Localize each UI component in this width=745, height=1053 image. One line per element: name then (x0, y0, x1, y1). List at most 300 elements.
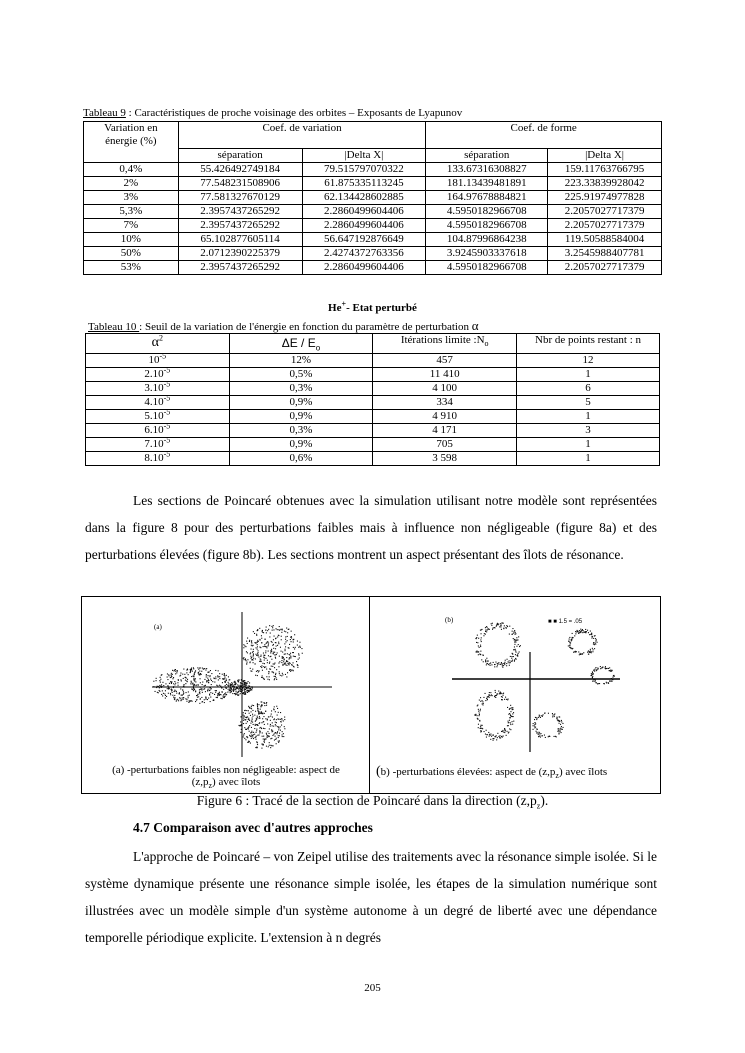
scatter-point (224, 677, 225, 678)
scatter-point (291, 641, 292, 642)
scatter-point (476, 651, 477, 652)
scatter-point (269, 663, 270, 664)
scatter-point (230, 690, 231, 691)
scatter-point (169, 675, 170, 676)
t10-cell-iter: 4 100 (373, 382, 517, 396)
scatter-point (153, 681, 154, 682)
scatter-point (261, 713, 262, 714)
scatter-point (509, 665, 510, 666)
scatter-point (162, 695, 163, 696)
scatter-point (210, 697, 211, 698)
scatter-point (487, 734, 488, 735)
scatter-point (159, 690, 160, 691)
scatter-point (259, 716, 260, 717)
scatter-point (256, 736, 257, 737)
scatter-point (177, 670, 178, 671)
t10-cell-points: 6 (517, 382, 660, 396)
scatter-point (215, 692, 216, 693)
scatter-point (275, 657, 276, 658)
t10-cell-delta: 0,6% (229, 452, 373, 466)
scatter-point (261, 712, 262, 713)
scatter-point (512, 709, 513, 710)
scatter-point (281, 718, 282, 719)
scatter-point (244, 688, 245, 689)
scatter-point (274, 740, 275, 741)
scatter-point (191, 668, 192, 669)
scatter-point (262, 718, 263, 719)
scatter-point (284, 663, 285, 664)
scatter-point (609, 667, 610, 668)
scatter-point (238, 695, 239, 696)
scatter-point (302, 653, 303, 654)
scatter-point (283, 736, 284, 737)
scatter-point (228, 689, 229, 690)
scatter-point (506, 665, 507, 666)
scatter-point (540, 717, 541, 718)
scatter-point (193, 676, 194, 677)
scatter-point (263, 741, 264, 742)
scatter-point (265, 630, 266, 631)
scatter-point (498, 623, 499, 624)
scatter-point (495, 695, 496, 696)
scatter-point (240, 721, 241, 722)
scatter-point (244, 684, 245, 685)
scatter-point (485, 631, 486, 632)
scatter-point (562, 729, 563, 730)
scatter-point (265, 639, 266, 640)
scatter-point (195, 670, 196, 671)
scatter-point (188, 674, 189, 675)
scatter-point (262, 670, 263, 671)
scatter-point (284, 631, 285, 632)
scatter-point (561, 726, 562, 727)
scatter-point (575, 633, 576, 634)
scatter-point (517, 656, 518, 657)
scatter-point (582, 629, 583, 630)
scatter-point (274, 718, 275, 719)
scatter-point (219, 678, 220, 679)
scatter-point (185, 680, 186, 681)
scatter-point (580, 632, 581, 633)
scatter-point (263, 666, 264, 667)
scatter-point (206, 681, 207, 682)
scatter-point (211, 673, 212, 674)
scatter-point (183, 685, 184, 686)
scatter-point (209, 676, 210, 677)
scatter-point (282, 674, 283, 675)
scatter-point (268, 716, 269, 717)
scatter-point (512, 634, 513, 635)
scatter-point (261, 661, 262, 662)
scatter-point (272, 630, 273, 631)
scatter-point (240, 693, 241, 694)
scatter-point (234, 693, 235, 694)
t9-row (84, 191, 662, 205)
scatter-point (261, 655, 262, 656)
scatter-point (261, 744, 262, 745)
scatter-point (256, 647, 257, 648)
scatter-point (289, 644, 290, 645)
scatter-point (273, 734, 274, 735)
scatter-point (174, 697, 175, 698)
scatter-point (218, 670, 219, 671)
scatter-point (514, 639, 515, 640)
scatter-point (160, 682, 161, 683)
scatter-point (515, 641, 516, 642)
scatter-point (184, 674, 185, 675)
scatter-point (489, 736, 490, 737)
scatter-point (258, 657, 259, 658)
scatter-point (193, 685, 194, 686)
scatter-point (596, 682, 597, 683)
t9-row (84, 233, 662, 247)
scatter-point (269, 671, 270, 672)
scatter-point (507, 699, 508, 700)
scatter-point (257, 640, 258, 641)
scatter-point (591, 673, 592, 674)
scatter-point (246, 651, 247, 652)
scatter-point (185, 683, 186, 684)
scatter-point (568, 641, 569, 642)
scatter-point (205, 697, 206, 698)
scatter-point (256, 671, 257, 672)
scatter-point (261, 728, 262, 729)
scatter-point (248, 718, 249, 719)
scatter-point (229, 679, 230, 680)
scatter-point (251, 641, 252, 642)
scatter-point (248, 681, 249, 682)
plot-b-label: (b) (445, 616, 454, 624)
scatter-point (537, 729, 538, 730)
scatter-point (223, 689, 224, 690)
scatter-point (243, 688, 244, 689)
scatter-point (248, 706, 249, 707)
scatter-point (497, 733, 498, 734)
scatter-point (299, 657, 300, 658)
scatter-point (182, 674, 183, 675)
scatter-point (293, 662, 294, 663)
scatter-point (247, 692, 248, 693)
scatter-point (243, 712, 244, 713)
scatter-point (608, 668, 609, 669)
scatter-point (477, 718, 478, 719)
scatter-point (591, 638, 592, 639)
scatter-point (276, 706, 277, 707)
scatter-point (185, 677, 186, 678)
scatter-point (256, 635, 257, 636)
scatter-point (284, 728, 285, 729)
scatter-point (280, 712, 281, 713)
scatter-point (210, 692, 211, 693)
scatter-point (170, 681, 171, 682)
scatter-point (301, 648, 302, 649)
scatter-point (264, 739, 265, 740)
scatter-point (480, 725, 481, 726)
scatter-point (275, 648, 276, 649)
scatter-point (482, 703, 483, 704)
scatter-point (496, 625, 497, 626)
scatter-point (480, 697, 481, 698)
t9-cell-value: 2.2057027717379 (548, 219, 662, 233)
scatter-point (202, 682, 203, 683)
scatter-point (248, 688, 249, 689)
scatter-point (199, 674, 200, 675)
scatter-point (178, 685, 179, 686)
scatter-point (191, 682, 192, 683)
scatter-point (271, 659, 272, 660)
scatter-point (245, 689, 246, 690)
scatter-point (249, 731, 250, 732)
scatter-point (494, 696, 495, 697)
scatter-point (576, 631, 577, 632)
scatter-point (592, 677, 593, 678)
t9-cell-value: 77.548231508906 (178, 177, 302, 191)
t9-cell-variation: 7% (84, 219, 179, 233)
scatter-point (250, 690, 251, 691)
scatter-point (514, 661, 515, 662)
scatter-point (250, 656, 251, 657)
scatter-point (180, 688, 181, 689)
scatter-point (257, 708, 258, 709)
scatter-point (583, 652, 584, 653)
scatter-point (261, 635, 262, 636)
scatter-point (214, 694, 215, 695)
scatter-point (487, 630, 488, 631)
scatter-point (503, 628, 504, 629)
scatter-point (589, 634, 590, 635)
t10-row (86, 368, 660, 382)
scatter-point (580, 654, 581, 655)
scatter-point (282, 734, 283, 735)
scatter-point (280, 719, 281, 720)
scatter-point (592, 648, 593, 649)
scatter-point (282, 652, 283, 653)
scatter-point (238, 685, 239, 686)
scatter-point (183, 678, 184, 679)
scatter-point (506, 663, 507, 664)
scatter-point (510, 705, 511, 706)
scatter-point (540, 737, 541, 738)
t10-row (86, 382, 660, 396)
scatter-point (246, 691, 247, 692)
t9-cell-variation: 0,4% (84, 163, 179, 177)
scatter-point (284, 654, 285, 655)
scatter-point (487, 663, 488, 664)
scatter-point (192, 701, 193, 702)
scatter-point (181, 695, 182, 696)
scatter-point (269, 728, 270, 729)
scatter-point (220, 686, 221, 687)
scatter-point (272, 672, 273, 673)
scatter-point (265, 646, 266, 647)
scatter-point (513, 712, 514, 713)
scatter-point (268, 655, 269, 656)
scatter-point (251, 711, 252, 712)
scatter-point (495, 692, 496, 693)
scatter-point (479, 714, 480, 715)
scatter-point (177, 699, 178, 700)
scatter-point (258, 712, 259, 713)
scatter-point (512, 721, 513, 722)
t9-row (84, 261, 662, 275)
scatter-point (496, 626, 497, 627)
scatter-point (230, 685, 231, 686)
scatter-point (247, 737, 248, 738)
scatter-point (267, 662, 268, 663)
scatter-point (267, 731, 268, 732)
scatter-point (169, 683, 170, 684)
scatter-point (195, 701, 196, 702)
scatter-point (261, 722, 262, 723)
scatter-point (264, 655, 265, 656)
scatter-point (275, 674, 276, 675)
scatter-point (212, 681, 213, 682)
scatter-point (165, 695, 166, 696)
scatter-point (535, 723, 536, 724)
scatter-point (219, 695, 220, 696)
scatter-point (291, 631, 292, 632)
scatter-point (511, 658, 512, 659)
scatter-point (480, 726, 481, 727)
scatter-point (156, 680, 157, 681)
scatter-point (271, 651, 272, 652)
scatter-point (210, 701, 211, 702)
scatter-point (269, 745, 270, 746)
scatter-point (208, 698, 209, 699)
scatter-point (253, 649, 254, 650)
scatter-point (285, 649, 286, 650)
scatter-point (187, 679, 188, 680)
scatter-point (478, 654, 479, 655)
scatter-point (479, 715, 480, 716)
scatter-point (562, 723, 563, 724)
scatter-point (276, 722, 277, 723)
scatter-point (228, 676, 229, 677)
t9-cell-variation: 2% (84, 177, 179, 191)
scatter-point (225, 692, 226, 693)
scatter-point (278, 643, 279, 644)
scatter-point (275, 676, 276, 677)
scatter-point (475, 638, 476, 639)
tableau10-label: Tableau 10 (88, 321, 140, 333)
scatter-point (170, 677, 171, 678)
scatter-point (503, 695, 504, 696)
scatter-point (271, 666, 272, 667)
scatter-point (259, 728, 260, 729)
scatter-point (274, 709, 275, 710)
scatter-point (280, 730, 281, 731)
scatter-point (226, 680, 227, 681)
scatter-point (157, 692, 158, 693)
scatter-point (257, 717, 258, 718)
scatter-point (489, 734, 490, 735)
scatter-point (509, 720, 510, 721)
scatter-point (559, 721, 560, 722)
t10-cell-points: 3 (517, 424, 660, 438)
t9-cell-value: 4.5950182966708 (426, 261, 548, 275)
scatter-point (273, 639, 274, 640)
scatter-point (570, 647, 571, 648)
t10-row (86, 452, 660, 466)
scatter-point (557, 719, 558, 720)
scatter-point (168, 674, 169, 675)
scatter-point (277, 629, 278, 630)
scatter-point (270, 747, 271, 748)
scatter-point (208, 672, 209, 673)
scatter-point (538, 736, 539, 737)
scatter-point (273, 644, 274, 645)
scatter-point (512, 724, 513, 725)
scatter-point (489, 692, 490, 693)
scatter-point (246, 690, 247, 691)
scatter-point (478, 724, 479, 725)
scatter-point (251, 706, 252, 707)
scatter-point (275, 732, 276, 733)
scatter-point (198, 669, 199, 670)
scatter-point (510, 656, 511, 657)
scatter-point (266, 676, 267, 677)
scatter-point (277, 718, 278, 719)
scatter-point (250, 668, 251, 669)
scatter-point (267, 630, 268, 631)
scatter-point (233, 688, 234, 689)
scatter-point (244, 727, 245, 728)
scatter-point (173, 670, 174, 671)
scatter-point (286, 661, 287, 662)
scatter-point (290, 671, 291, 672)
scatter-point (275, 642, 276, 643)
scatter-point (269, 662, 270, 663)
scatter-point (595, 641, 596, 642)
scatter-point (292, 670, 293, 671)
scatter-point (189, 695, 190, 696)
scatter-point (573, 637, 574, 638)
scatter-point (249, 682, 250, 683)
scatter-point (554, 714, 555, 715)
scatter-point (591, 633, 592, 634)
t9-cell-value: 55.426492749184 (178, 163, 302, 177)
scatter-point (175, 669, 176, 670)
scatter-point (505, 697, 506, 698)
scatter-point (509, 626, 510, 627)
scatter-point (269, 736, 270, 737)
scatter-point (593, 681, 594, 682)
scatter-point (252, 719, 253, 720)
scatter-point (178, 680, 179, 681)
scatter-point (285, 664, 286, 665)
scatter-point (279, 671, 280, 672)
scatter-point (262, 732, 263, 733)
scatter-point (478, 645, 479, 646)
scatter-point (253, 651, 254, 652)
scatter-point (514, 649, 515, 650)
scatter-point (170, 694, 171, 695)
scatter-point (231, 689, 232, 690)
scatter-point (275, 673, 276, 674)
t9-header-variation: Variation en énergie (%) (84, 122, 179, 149)
scatter-point (250, 715, 251, 716)
scatter-point (517, 639, 518, 640)
scatter-point (259, 639, 260, 640)
scatter-point (244, 690, 245, 691)
scatter-point (490, 665, 491, 666)
t10-cell-delta: 12% (229, 354, 373, 368)
scatter-point (215, 670, 216, 671)
scatter-point (485, 627, 486, 628)
tableau9 (83, 121, 662, 275)
scatter-point (185, 698, 186, 699)
scatter-point (298, 659, 299, 660)
